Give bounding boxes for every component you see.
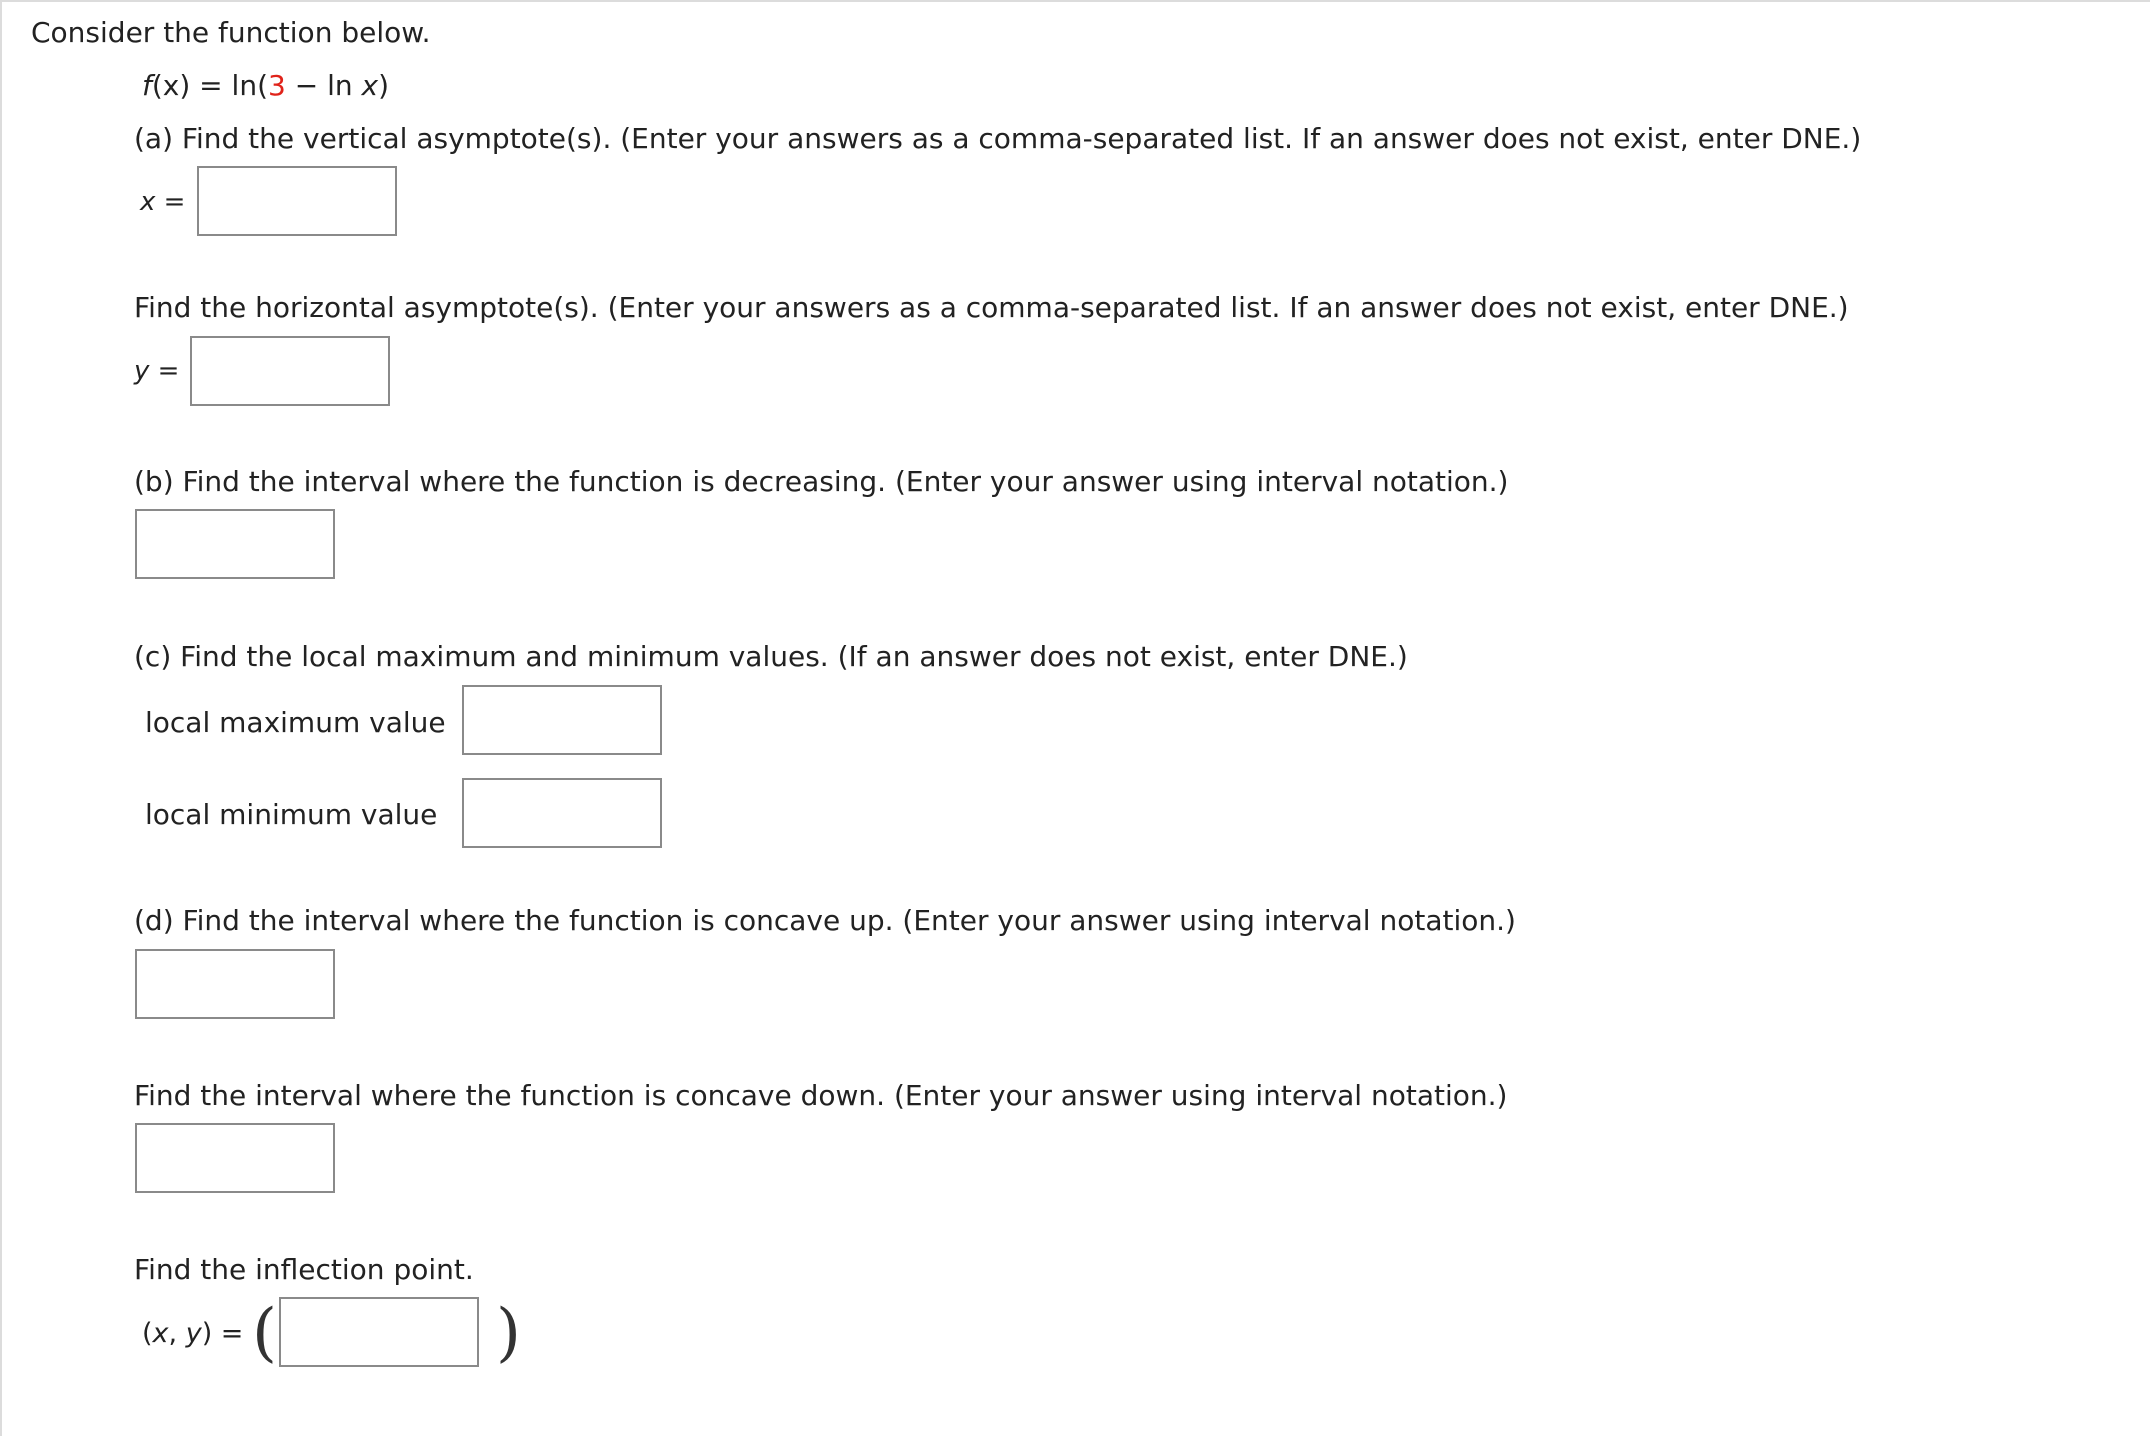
vertical-asymptote-label xyxy=(140,185,185,219)
function-rest: − ln xyxy=(285,69,362,102)
local-min-input[interactable] xyxy=(462,778,662,848)
inflection-sep: , xyxy=(168,1318,186,1349)
function-definition xyxy=(142,69,389,103)
vertical-asymptote-prompt: (a) Find the vertical asymptote(s). (Enter your answers as a comma-separated list. If an answer does not exist, enter DNE.) xyxy=(134,122,1862,155)
decreasing-prompt: (b) Find the interval where the function is decreasing. (Enter your answer using interval notation.) xyxy=(134,465,1509,498)
horizontal-asymptote-label xyxy=(134,354,179,388)
function-eq: = ln( xyxy=(190,69,268,102)
horizontal-asymptote-prompt: Find the horizontal asymptote(s). (Enter your answers as a comma-separated list. If an answer does not exist, enter DNE.) xyxy=(134,291,1849,324)
decreasing-interval-input[interactable] xyxy=(135,509,335,579)
concave-down-prompt: Find the interval where the function is concave down. (Enter your answer using interval notation.) xyxy=(134,1079,1508,1112)
horizontal-var: y xyxy=(134,356,150,386)
vertical-asymptote-input[interactable] xyxy=(197,166,397,236)
inflection-paren-close: ) xyxy=(496,1296,521,1370)
function-close: ) xyxy=(378,69,390,102)
local-extrema-prompt: (c) Find the local maximum and minimum values. (If an answer does not exist, enter DNE.) xyxy=(134,640,1408,673)
inflection-x: x xyxy=(152,1318,169,1349)
concave-up-prompt: (d) Find the interval where the function is concave up. (Enter your answer using interval notation.) xyxy=(134,904,1516,937)
vertical-var: x xyxy=(140,187,156,217)
inflection-open: ( xyxy=(142,1318,153,1349)
function-arg: (x) xyxy=(151,69,191,102)
concave-down-input[interactable] xyxy=(135,1123,335,1193)
local-min-label: local minimum value xyxy=(145,798,438,831)
inflection-y: y xyxy=(185,1318,202,1349)
inflection-prompt: Find the inflection point. xyxy=(134,1253,474,1286)
inflection-close: ) = xyxy=(201,1318,244,1349)
inflection-paren-open: ( xyxy=(252,1296,277,1370)
local-max-label: local maximum value xyxy=(145,706,446,739)
local-max-input[interactable] xyxy=(462,685,662,755)
intro-text: Consider the function below. xyxy=(31,16,431,49)
horizontal-eq: = xyxy=(149,356,180,386)
function-name: f xyxy=(142,69,152,102)
vertical-eq: = xyxy=(155,187,186,217)
horizontal-asymptote-input[interactable] xyxy=(190,336,390,406)
inflection-label xyxy=(142,1317,243,1351)
function-variable: x xyxy=(361,69,379,102)
inflection-point-input[interactable] xyxy=(279,1297,479,1367)
function-coefficient: 3 xyxy=(268,69,286,102)
concave-up-input[interactable] xyxy=(135,949,335,1019)
